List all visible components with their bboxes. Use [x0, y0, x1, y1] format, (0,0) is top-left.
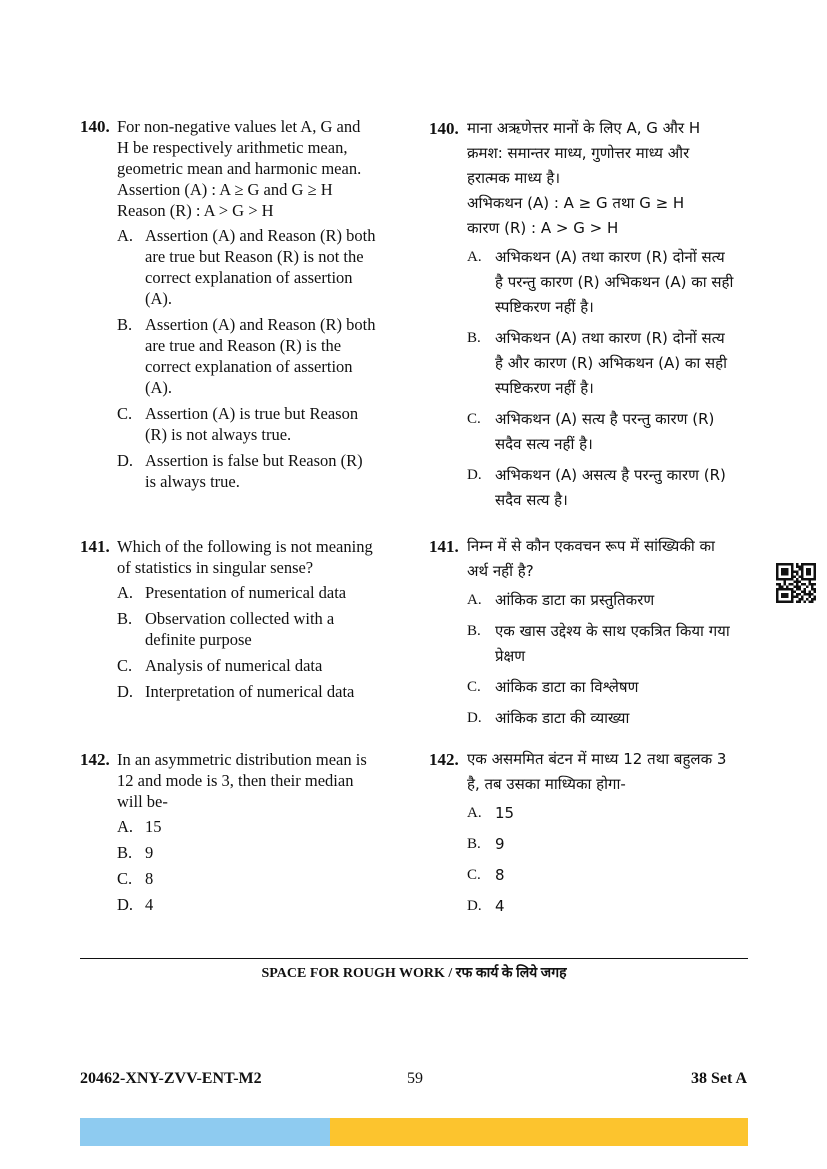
option-a: [467, 801, 749, 826]
question-line: एक असममित बंटन में माध्य 12 तथा बहुलक 3: [467, 750, 727, 768]
option-line: correct explanation of assertion: [145, 268, 353, 287]
option-label: A.: [467, 592, 482, 608]
rough-work-divider: [80, 958, 748, 959]
option-line: है और कारण (R) अभिकथन (A) का सही: [495, 354, 728, 372]
option-text: [495, 588, 749, 613]
option-line: अभिकथन (A) तथा कारण (R) दोनों सत्य: [495, 329, 725, 347]
question-line: अभिकथन (A) : A ≥ G तथा G ≥ H: [467, 194, 685, 212]
option-text: [145, 225, 400, 309]
option-a: [117, 225, 400, 309]
options-list: [117, 816, 400, 915]
option-d: [467, 894, 749, 919]
option-line: आंकिक डाटा का प्रस्तुतिकरण: [495, 591, 655, 609]
option-a: [467, 588, 749, 613]
option-line: Analysis of numerical data: [145, 656, 323, 675]
option-line: definite purpose: [145, 630, 252, 649]
question-line: निम्न में से कौन एकवचन रूप में सांख्यिकी का: [467, 537, 715, 555]
option-label: D.: [467, 710, 482, 726]
option-line: are true and Reason (R) is the: [145, 336, 342, 355]
question-text: [117, 749, 400, 812]
option-line: 15: [495, 804, 515, 822]
question-141: [429, 534, 749, 737]
option-line: Assertion (A) and Reason (R) both: [145, 315, 376, 334]
option-text: [145, 450, 400, 492]
option-text: [495, 619, 749, 669]
footer-bar-blue: [80, 1118, 330, 1146]
option-text: [145, 655, 400, 676]
option-line: आंकिक डाटा का विश्लेषण: [495, 678, 639, 696]
option-label: D.: [117, 451, 134, 470]
option-line: अभिकथन (A) सत्य है परन्तु कारण (R): [495, 410, 715, 428]
option-line: सदैव सत्य नहीं है।: [495, 435, 593, 453]
option-label: B.: [467, 836, 481, 852]
option-b: [467, 326, 749, 401]
option-label: B.: [117, 843, 133, 862]
option-line: है परन्तु कारण (R) अभिकथन (A) का सही: [495, 273, 734, 291]
options-list: [467, 801, 749, 919]
question-142: [429, 747, 749, 925]
option-label: D.: [117, 682, 134, 701]
option-line: Assertion (A) and Reason (R) both: [145, 226, 376, 245]
option-text: [495, 706, 749, 731]
question-line: will be-: [117, 792, 168, 811]
option-b: [117, 608, 400, 650]
option-text: [145, 582, 400, 603]
option-line: (R) is not always true.: [145, 425, 292, 444]
option-text: [495, 326, 749, 401]
page-number: 59: [407, 1070, 423, 1087]
question-140: [80, 116, 400, 497]
option-line: 9: [495, 835, 505, 853]
qr-code-icon: [776, 563, 816, 603]
option-line: Interpretation of numerical data: [145, 682, 355, 701]
option-label: A.: [467, 805, 482, 821]
option-label: C.: [467, 867, 481, 883]
option-line: अभिकथन (A) असत्य है परन्तु कारण (R): [495, 466, 726, 484]
option-d: [117, 450, 400, 492]
option-text: [145, 608, 400, 650]
option-line: आंकिक डाटा की व्याख्या: [495, 709, 630, 727]
options-list: [467, 588, 749, 731]
option-line: Presentation of numerical data: [145, 583, 347, 602]
question-number: 142.: [429, 750, 459, 769]
option-d: [467, 706, 749, 731]
option-label: B.: [467, 330, 481, 346]
question-text: [117, 116, 400, 221]
option-line: 4: [495, 897, 505, 915]
question-line: In an asymmetric distribution mean is: [117, 750, 367, 769]
option-text: [145, 868, 400, 889]
option-text: [145, 403, 400, 445]
option-label: B.: [117, 609, 133, 628]
question-line: 12 and mode is 3, then their median: [117, 771, 354, 790]
option-label: C.: [467, 411, 481, 427]
question-140: [429, 116, 749, 519]
option-a: [117, 582, 400, 603]
option-text: [145, 816, 400, 837]
option-label: A.: [467, 249, 482, 265]
option-label: C.: [467, 679, 481, 695]
option-label: A.: [117, 817, 134, 836]
option-line: (A).: [145, 378, 173, 397]
question-text: [467, 534, 749, 584]
option-label: C.: [117, 656, 133, 675]
option-label: B.: [117, 315, 133, 334]
question-text: [467, 747, 749, 797]
question-number: 141.: [80, 537, 110, 556]
option-d: [117, 681, 400, 702]
option-text: [495, 675, 749, 700]
option-label: A.: [117, 583, 134, 602]
option-a: [467, 245, 749, 320]
footer-bar-yellow: [330, 1118, 748, 1146]
option-label: A.: [117, 226, 134, 245]
option-text: [495, 245, 749, 320]
option-text: [495, 863, 749, 888]
question-line: अर्थ नहीं है?: [467, 562, 534, 580]
option-text: [495, 463, 749, 513]
option-label: D.: [117, 895, 134, 914]
option-text: [495, 832, 749, 857]
option-line: स्पष्टिकरण नहीं है।: [495, 298, 594, 316]
option-label: B.: [467, 623, 481, 639]
question-number: 140.: [80, 117, 110, 136]
question-line: H be respectively arithmetic mean,: [117, 138, 348, 157]
options-list: [117, 582, 400, 702]
option-text: [495, 801, 749, 826]
option-c: [117, 655, 400, 676]
question-line: Which of the following is not meaning: [117, 537, 373, 556]
question-line: Reason (R) : A > G > H: [117, 201, 274, 220]
option-b: [467, 832, 749, 857]
question-line: क्रमश: समान्तर माध्य, गुणोत्तर माध्य और: [467, 144, 690, 162]
options-list: [467, 245, 749, 513]
option-line: Assertion is false but Reason (R): [145, 451, 363, 470]
option-line: 15: [145, 817, 162, 836]
option-line: are true but Reason (R) is not the: [145, 247, 364, 266]
option-a: [117, 816, 400, 837]
question-line: हरात्मक माध्य है।: [467, 169, 561, 187]
option-d: [117, 894, 400, 915]
question-line: geometric mean and harmonic mean.: [117, 159, 362, 178]
option-label: D.: [467, 898, 482, 914]
option-c: [467, 675, 749, 700]
question-141: [80, 536, 400, 707]
question-text: [117, 536, 400, 578]
question-number: 140.: [429, 119, 459, 138]
option-line: 8: [145, 869, 154, 888]
option-line: correct explanation of assertion: [145, 357, 353, 376]
question-line: For non-negative values let A, G and: [117, 117, 361, 136]
question-line: कारण (R) : A > G > H: [467, 219, 619, 237]
option-text: [145, 681, 400, 702]
option-text: [145, 314, 400, 398]
question-line: of statistics in singular sense?: [117, 558, 314, 577]
option-line: Observation collected with a: [145, 609, 335, 628]
question-line: है, तब उसका माध्यिका होगा-: [467, 775, 626, 793]
paper-code: 20462-XNY-ZVV-ENT-M2: [80, 1070, 262, 1087]
option-line: is always true.: [145, 472, 240, 491]
option-d: [467, 463, 749, 513]
option-line: स्पष्टिकरण नहीं है।: [495, 379, 594, 397]
option-text: [145, 894, 400, 915]
rough-work-heading: SPACE FOR ROUGH WORK / रफ कार्य के लिये जगह: [261, 966, 567, 981]
option-line: Assertion (A) is true but Reason: [145, 404, 359, 423]
option-line: 4: [145, 895, 154, 914]
option-line: सदैव सत्य है।: [495, 491, 568, 509]
options-list: [117, 225, 400, 492]
option-text: [145, 842, 400, 863]
option-label: C.: [117, 404, 133, 423]
option-b: [117, 842, 400, 863]
option-text: [495, 894, 749, 919]
option-line: एक खास उद्देश्य के साथ एकत्रित किया गया: [495, 622, 730, 640]
question-number: 142.: [80, 750, 110, 769]
question-line: Assertion (A) : A ≥ G and G ≥ H: [117, 180, 333, 199]
question-number: 141.: [429, 537, 459, 556]
question-line: माना अऋणेत्तर मानों के लिए A, G और H: [467, 119, 701, 137]
option-c: [117, 868, 400, 889]
question-text: [467, 116, 749, 241]
question-142: [80, 749, 400, 920]
option-line: अभिकथन (A) तथा कारण (R) दोनों सत्य: [495, 248, 725, 266]
option-c: [467, 407, 749, 457]
option-b: [117, 314, 400, 398]
option-text: [495, 407, 749, 457]
option-label: D.: [467, 467, 482, 483]
option-line: (A).: [145, 289, 173, 308]
option-line: प्रेक्षण: [495, 647, 526, 665]
option-c: [117, 403, 400, 445]
option-b: [467, 619, 749, 669]
option-line: 8: [495, 866, 505, 884]
option-label: C.: [117, 869, 133, 888]
option-line: 9: [145, 843, 154, 862]
set-label: 38 Set A: [691, 1070, 747, 1087]
option-c: [467, 863, 749, 888]
